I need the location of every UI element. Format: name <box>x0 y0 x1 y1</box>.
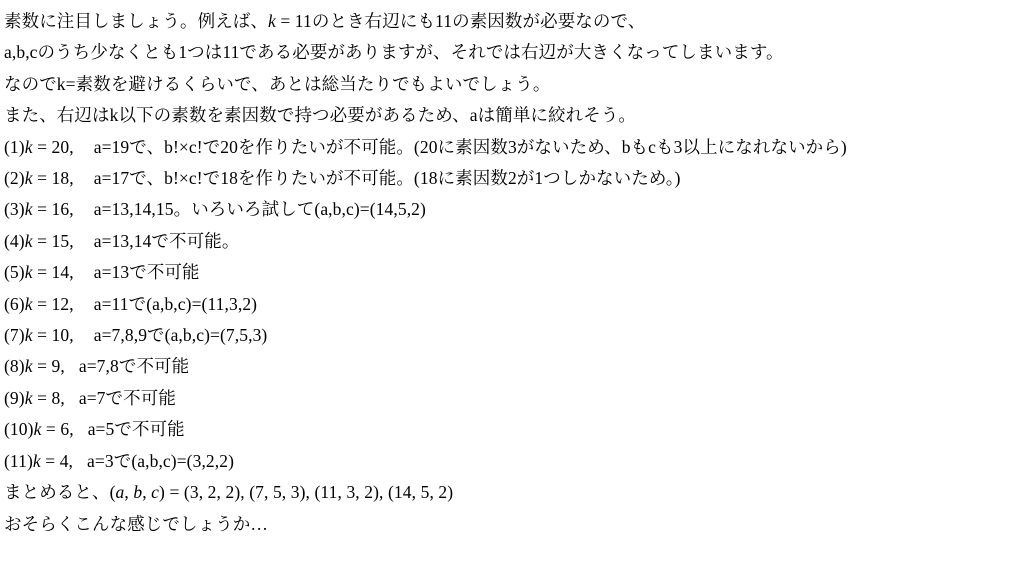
text-run: また、右辺はk以下の素数を素因数で持つ必要があるため、aは簡単に絞れそう。 <box>4 105 637 126</box>
math-number: 7 <box>255 482 264 503</box>
math-operator: , <box>355 482 365 503</box>
math-number: 14, <box>51 262 74 283</box>
text-line-case-9 <box>4 383 1016 414</box>
text-run: a=17で、b!×c!で18を作りたいが不可能。(18に素因数2が1つしかないため。) <box>93 168 681 189</box>
math-number: 2 <box>364 482 374 503</box>
text-run: (5) <box>4 262 25 283</box>
math-number: 2 <box>225 482 235 503</box>
math-number: 15, <box>51 230 74 251</box>
text-run: (7) <box>4 325 25 346</box>
math-operator: , <box>429 482 439 503</box>
text-line-case-6 <box>4 289 1016 320</box>
text-run: a=13,14,15。いろいろ試して(a,b,c)=(14,5,2) <box>93 199 426 220</box>
text-line-intro-4 <box>4 100 1016 131</box>
math-number: 9, <box>51 356 65 377</box>
math-operator: ) = ( <box>159 482 190 503</box>
math-variable: k <box>24 293 33 314</box>
math-operator: = <box>40 450 60 471</box>
math-variable: k <box>24 199 33 220</box>
math-operator: ), ( <box>299 482 321 503</box>
math-variable: k <box>32 450 41 471</box>
math-variable: k <box>24 325 33 346</box>
math-operator: = <box>275 11 295 31</box>
text-run: なのでk=素数を避けるくらいで、あとは総当たりでもよいでしょう。 <box>4 73 551 94</box>
text-run: (1) <box>4 136 25 157</box>
text-run: a=13,14で不可能。 <box>93 230 240 251</box>
text-line-case-10 <box>4 414 1016 445</box>
text-run: a=3で(a,b,c)=(3,2,2) <box>87 450 235 471</box>
math-number: 18, <box>51 168 74 189</box>
math-operator: , <box>337 482 347 503</box>
text-run: (3) <box>4 199 25 220</box>
math-operator: = <box>32 199 52 220</box>
math-operator: = <box>32 356 52 377</box>
text-run: (4) <box>4 230 25 251</box>
math-number: 6, <box>60 419 74 440</box>
text-run: 素数に注目しましょう。例えば、 <box>4 11 268 31</box>
math-operator: = <box>32 325 52 346</box>
math-operator: = <box>32 387 52 408</box>
text-run: a=7,8,9で(a,b,c)=(7,5,3) <box>93 325 268 346</box>
text-line-case-4 <box>4 226 1016 257</box>
math-variable: k <box>24 230 33 251</box>
text-run: a=19で、b!×c!で20を作りたいが不可能。(20に素因数3がないため、bもcも3以上になれないから) <box>93 136 847 157</box>
math-operator: , <box>281 482 291 503</box>
text-line-case-2 <box>4 163 1016 194</box>
math-operator: ), ( <box>234 482 256 503</box>
math-operator: = <box>32 230 52 251</box>
math-operator: , <box>263 482 273 503</box>
math-number: 5 <box>420 482 430 503</box>
math-number: 11 <box>294 11 312 31</box>
math-number: 16, <box>51 199 74 220</box>
math-number: 2 <box>438 482 448 503</box>
text-line-intro-2 <box>4 37 1016 68</box>
text-run: (10) <box>4 419 34 440</box>
math-variable: b <box>133 482 143 503</box>
text-line-case-8 <box>4 351 1016 382</box>
text-line-case-5 <box>4 257 1016 288</box>
text-run: a=5で不可能 <box>87 419 185 440</box>
math-variable: k <box>268 11 276 31</box>
math-operator: ( <box>109 482 116 503</box>
math-variable: k <box>33 419 42 440</box>
math-number: 5 <box>272 482 282 503</box>
text-run: (9) <box>4 387 25 408</box>
text-run: おそらくこんな感じでしょうか… <box>4 513 268 534</box>
math-operator: ) <box>447 482 454 503</box>
text-run: a,b,cのうち少なくとも1つは11である必要がありますが、それでは右辺が大きくなってしまいます。 <box>4 42 784 63</box>
math-variable: k <box>24 168 33 189</box>
math-operator: = <box>32 293 52 314</box>
text-run: (8) <box>4 356 25 377</box>
math-number: 3 <box>346 482 356 503</box>
text-line-case-11 <box>4 446 1016 477</box>
math-operator: , <box>124 482 134 503</box>
math-operator: = <box>32 168 52 189</box>
math-operator: , <box>198 482 208 503</box>
math-number: 11 <box>320 482 338 503</box>
math-operator: , <box>216 482 226 503</box>
text-line-intro-1 <box>4 6 1016 37</box>
math-number: 14 <box>393 482 412 503</box>
text-run: a=11で(a,b,c)=(11,3,2) <box>93 293 258 314</box>
math-operator: , <box>142 482 152 503</box>
math-variable: k <box>24 387 33 408</box>
math-number: 3 <box>290 482 300 503</box>
math-operator: , <box>411 482 421 503</box>
text-line-intro-3 <box>4 69 1016 100</box>
math-variable: k <box>24 136 33 157</box>
text-line-case-7 <box>4 320 1016 351</box>
text-line-summary <box>4 477 1016 508</box>
math-variable: a <box>115 482 125 503</box>
math-number: 20, <box>51 136 74 157</box>
math-operator: = <box>41 419 61 440</box>
text-line-closing <box>4 509 1016 540</box>
text-line-case-1 <box>4 132 1016 163</box>
math-number: 8, <box>51 387 65 408</box>
math-operator: ), ( <box>373 482 394 503</box>
math-number: 2 <box>207 482 217 503</box>
text-run: (6) <box>4 293 25 314</box>
math-operator: = <box>32 136 52 157</box>
text-run: のとき右辺にも11の素因数が必要なので、 <box>311 11 646 31</box>
text-run: (2) <box>4 168 25 189</box>
math-variable: c <box>151 482 160 503</box>
math-operator: = <box>32 262 52 283</box>
text-run: a=7,8で不可能 <box>78 356 190 377</box>
text-run: まとめると、 <box>4 482 110 503</box>
text-run: a=7で不可能 <box>78 387 176 408</box>
text-run: (11) <box>4 450 33 471</box>
math-number: 4, <box>59 450 74 471</box>
math-number: 3 <box>189 482 199 503</box>
text-run: a=13で不可能 <box>93 262 200 283</box>
math-variable: k <box>24 356 33 377</box>
math-number: 12, <box>51 293 74 314</box>
text-line-case-3 <box>4 194 1016 225</box>
math-variable: k <box>24 262 33 283</box>
math-number: 10, <box>51 325 74 346</box>
